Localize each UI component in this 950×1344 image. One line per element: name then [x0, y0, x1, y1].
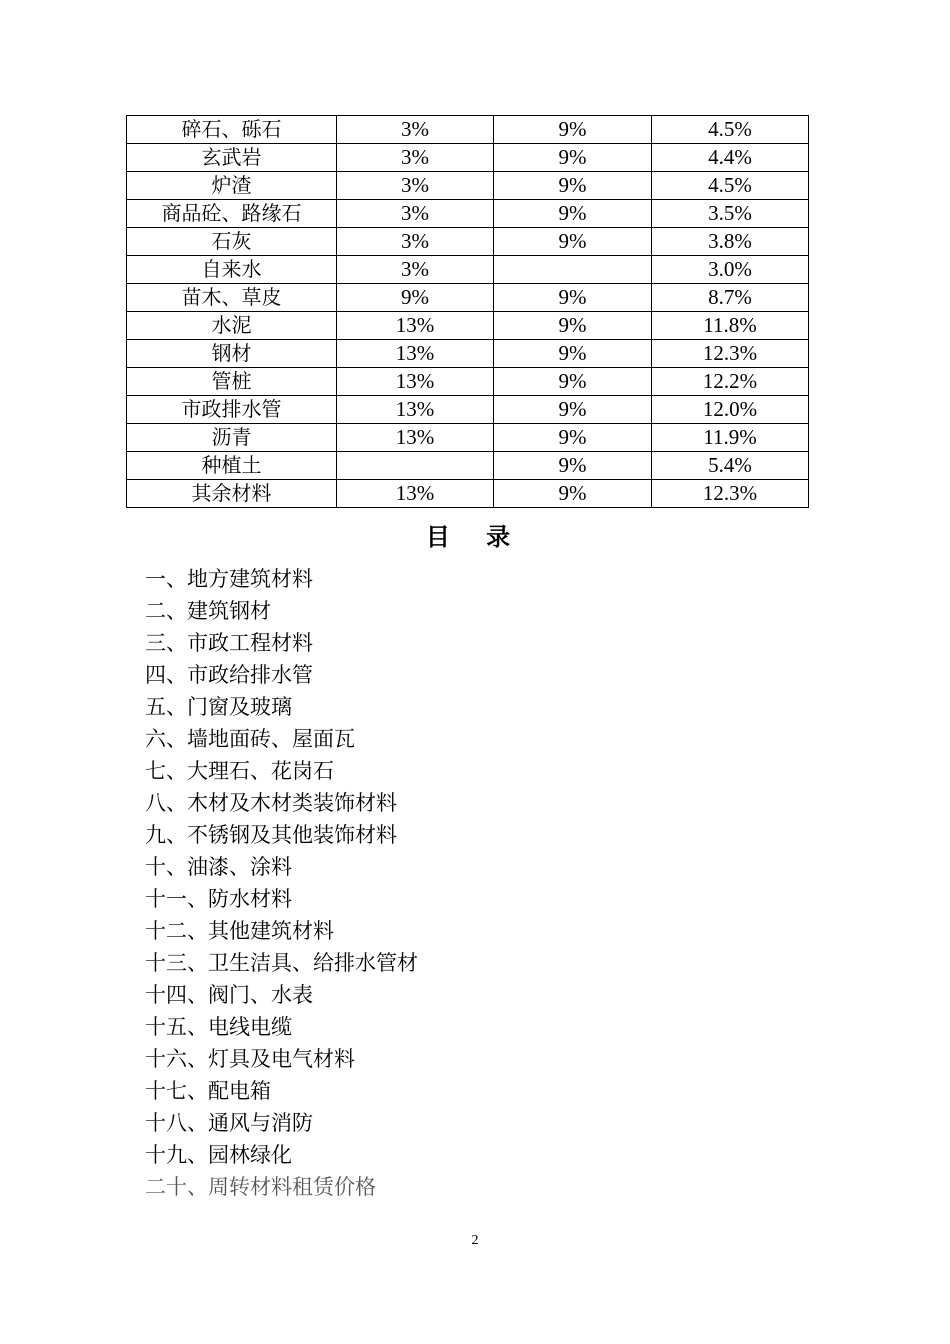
rate-cell-a: 9% [337, 284, 494, 312]
material-name-cell: 玄武岩 [127, 144, 337, 172]
rate-cell-a: 13% [337, 340, 494, 368]
toc-list [145, 563, 418, 1203]
table-row [127, 172, 809, 200]
material-name-cell: 水泥 [127, 312, 337, 340]
rate-cell-a: 13% [337, 424, 494, 452]
material-name-cell: 钢材 [127, 340, 337, 368]
toc-item[interactable]: 十七、配电箱 [145, 1079, 271, 1103]
rate-cell-a: 3% [337, 200, 494, 228]
rate-cell-a: 13% [337, 480, 494, 508]
rate-cell-b: 9% [494, 116, 652, 144]
toc-item[interactable]: 二十、周转材料租赁价格 [145, 1175, 376, 1199]
table-row [127, 200, 809, 228]
material-name-cell: 碎石、砾石 [127, 116, 337, 144]
table-row [127, 228, 809, 256]
table-row [127, 480, 809, 508]
rate-cell-c: 4.5% [652, 116, 809, 144]
tax-rate-table [126, 115, 809, 508]
table-row [127, 340, 809, 368]
rate-cell-b: 9% [494, 228, 652, 256]
toc-item[interactable]: 十三、卫生洁具、给排水管材 [145, 951, 418, 975]
rate-cell-b: 9% [494, 200, 652, 228]
toc-item[interactable]: 十四、阀门、水表 [145, 983, 313, 1007]
rate-cell-c: 12.3% [652, 480, 809, 508]
table-row [127, 284, 809, 312]
rate-cell-a: 13% [337, 368, 494, 396]
table-row [127, 116, 809, 144]
material-name-cell: 自来水 [127, 256, 337, 284]
toc-item[interactable]: 一、地方建筑材料 [145, 567, 313, 591]
rate-cell-c: 12.3% [652, 340, 809, 368]
rate-cell-c: 3.5% [652, 200, 809, 228]
rate-cell-a: 3% [337, 256, 494, 284]
material-name-cell: 管桩 [127, 368, 337, 396]
rate-cell-b: 9% [494, 144, 652, 172]
material-name-cell: 其余材料 [127, 480, 337, 508]
toc-item[interactable]: 十五、电线电缆 [145, 1015, 292, 1039]
rate-cell-c: 3.8% [652, 228, 809, 256]
rate-cell-a: 3% [337, 228, 494, 256]
toc-item[interactable]: 十九、园林绿化 [145, 1143, 292, 1167]
rate-cell-a: 3% [337, 144, 494, 172]
toc-item[interactable]: 九、不锈钢及其他装饰材料 [145, 823, 397, 847]
rate-cell-a: 13% [337, 312, 494, 340]
rate-cell-c: 4.5% [652, 172, 809, 200]
toc-item[interactable]: 三、市政工程材料 [145, 631, 313, 655]
rate-cell-b: 9% [494, 284, 652, 312]
toc-item[interactable]: 六、墙地面砖、屋面瓦 [145, 727, 355, 751]
material-name-cell: 苗木、草皮 [127, 284, 337, 312]
rate-cell-b: 9% [494, 340, 652, 368]
rate-cell-b [494, 256, 652, 284]
toc-item[interactable]: 十八、通风与消防 [145, 1111, 313, 1135]
table-row [127, 144, 809, 172]
toc-item[interactable]: 七、大理石、花岗石 [145, 759, 334, 783]
rate-cell-b: 9% [494, 396, 652, 424]
rate-cell-c: 4.4% [652, 144, 809, 172]
rate-cell-b: 9% [494, 312, 652, 340]
rate-cell-b: 9% [494, 172, 652, 200]
toc-item[interactable]: 十二、其他建筑材料 [145, 919, 334, 943]
material-name-cell: 商品砼、路缘石 [127, 200, 337, 228]
material-name-cell: 种植土 [127, 452, 337, 480]
table-row [127, 452, 809, 480]
material-name-cell: 沥青 [127, 424, 337, 452]
rate-cell-b: 9% [494, 424, 652, 452]
rate-cell-c: 8.7% [652, 284, 809, 312]
rate-cell-b: 9% [494, 480, 652, 508]
rate-cell-b: 9% [494, 368, 652, 396]
material-name-cell: 炉渣 [127, 172, 337, 200]
toc-item[interactable]: 十、油漆、涂料 [145, 855, 292, 879]
rate-cell-c: 11.8% [652, 312, 809, 340]
rate-cell-c: 12.0% [652, 396, 809, 424]
tax-rate-table-body [127, 116, 809, 508]
rate-cell-b: 9% [494, 452, 652, 480]
page-number: 2 [471, 1233, 479, 1248]
material-name-cell: 石灰 [127, 228, 337, 256]
rate-cell-c: 5.4% [652, 452, 809, 480]
toc-title: 目 录 [425, 523, 525, 551]
rate-cell-a [337, 452, 494, 480]
rate-cell-c: 3.0% [652, 256, 809, 284]
toc-item[interactable]: 八、木材及木材类装饰材料 [145, 791, 397, 815]
toc-item[interactable]: 五、门窗及玻璃 [145, 695, 292, 719]
rate-cell-a: 3% [337, 116, 494, 144]
toc-item[interactable]: 四、市政给排水管 [145, 663, 313, 687]
toc-item[interactable]: 十六、灯具及电气材料 [145, 1047, 355, 1071]
toc-item[interactable]: 十一、防水材料 [145, 887, 292, 911]
table-row [127, 396, 809, 424]
rate-cell-c: 11.9% [652, 424, 809, 452]
table-row [127, 368, 809, 396]
rate-cell-c: 12.2% [652, 368, 809, 396]
material-name-cell: 市政排水管 [127, 396, 337, 424]
table-row [127, 312, 809, 340]
rate-cell-a: 3% [337, 172, 494, 200]
toc-item[interactable]: 二、建筑钢材 [145, 599, 271, 623]
rate-cell-a: 13% [337, 396, 494, 424]
table-row [127, 256, 809, 284]
table-row [127, 424, 809, 452]
